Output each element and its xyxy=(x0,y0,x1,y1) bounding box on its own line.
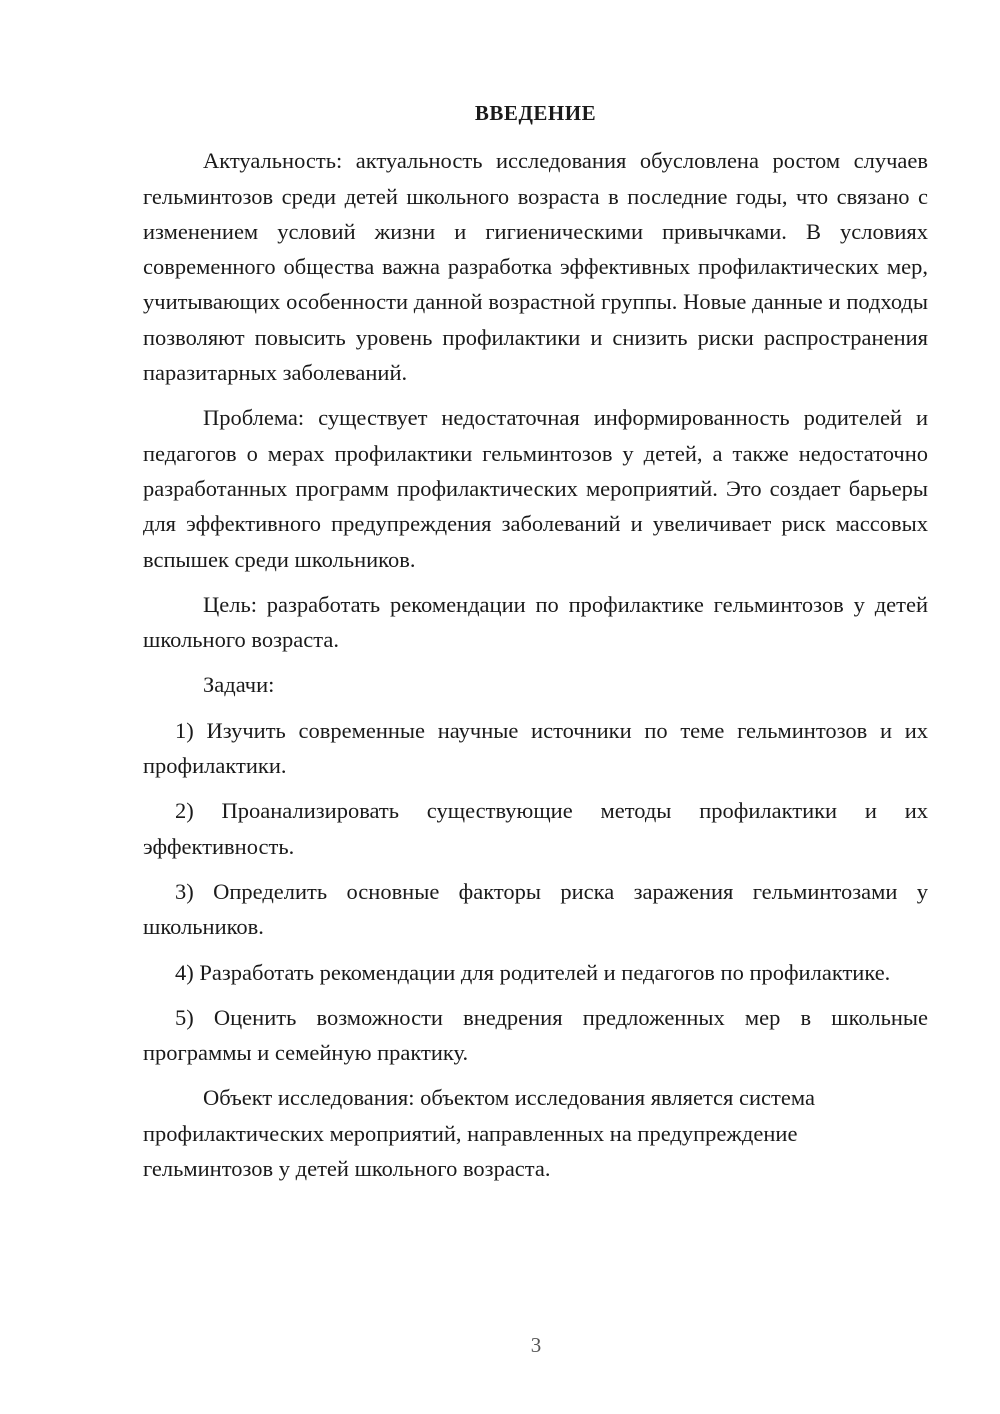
tasks-heading: Задачи: xyxy=(203,672,275,698)
goal-paragraph: Цель: разработать рекомендации по профилактике гельминтозов у детей школьного возраста. xyxy=(143,591,928,653)
task-item: 5) Оценить возможности внедрения предложенных мер в школьные программы и семейную практику. xyxy=(143,1004,928,1066)
problem-paragraph: Проблема: существует недостаточная информированность родителей и педагогов о мерах профилактики гельминтозов у детей, а также недостаточно разработанных программ профилактических мероприятий. Это создает барьеры для эффективного предупреждения заболеваний и увеличивает риск массовых вспышек среди школьников. xyxy=(143,405,928,572)
task-item: 2) Проанализировать существующие методы профилактики и их эффективность. xyxy=(143,798,928,859)
page-number: 3 xyxy=(530,1333,542,1357)
page-content xyxy=(143,96,928,1196)
section-title: ВВЕДЕНИЕ xyxy=(474,101,597,125)
task-item: 4) Разработать рекомендации для родителей и педагогов по профилактике. xyxy=(175,959,891,985)
task-item: 1) Изучить современные научные источники по теме гельминтозов и их профилактики. xyxy=(143,717,928,779)
task-item: 3) Определить основные факторы риска заражения гельминтозами у школьников. xyxy=(143,878,928,940)
relevance-paragraph: Актуальность: актуальность исследования обусловлена ростом случаев гельминтозов среди детей школьного возраста в последние годы, что связано с изменением условий жизни и гигиеническими привычками. В условиях современного общества важна разработка эффективных профилактических мер, учитывающих особенности данной возрастной группы. Новые данные и подходы позволяют повысить уровень профилактики и снизить риски распространения паразитарных заболеваний. xyxy=(143,148,928,386)
object-paragraph: Объект исследования: объектом исследования является система профилактических мероприятий, направленных на предупреждение гельминтозов у детей школьного возраста. xyxy=(143,1085,815,1182)
